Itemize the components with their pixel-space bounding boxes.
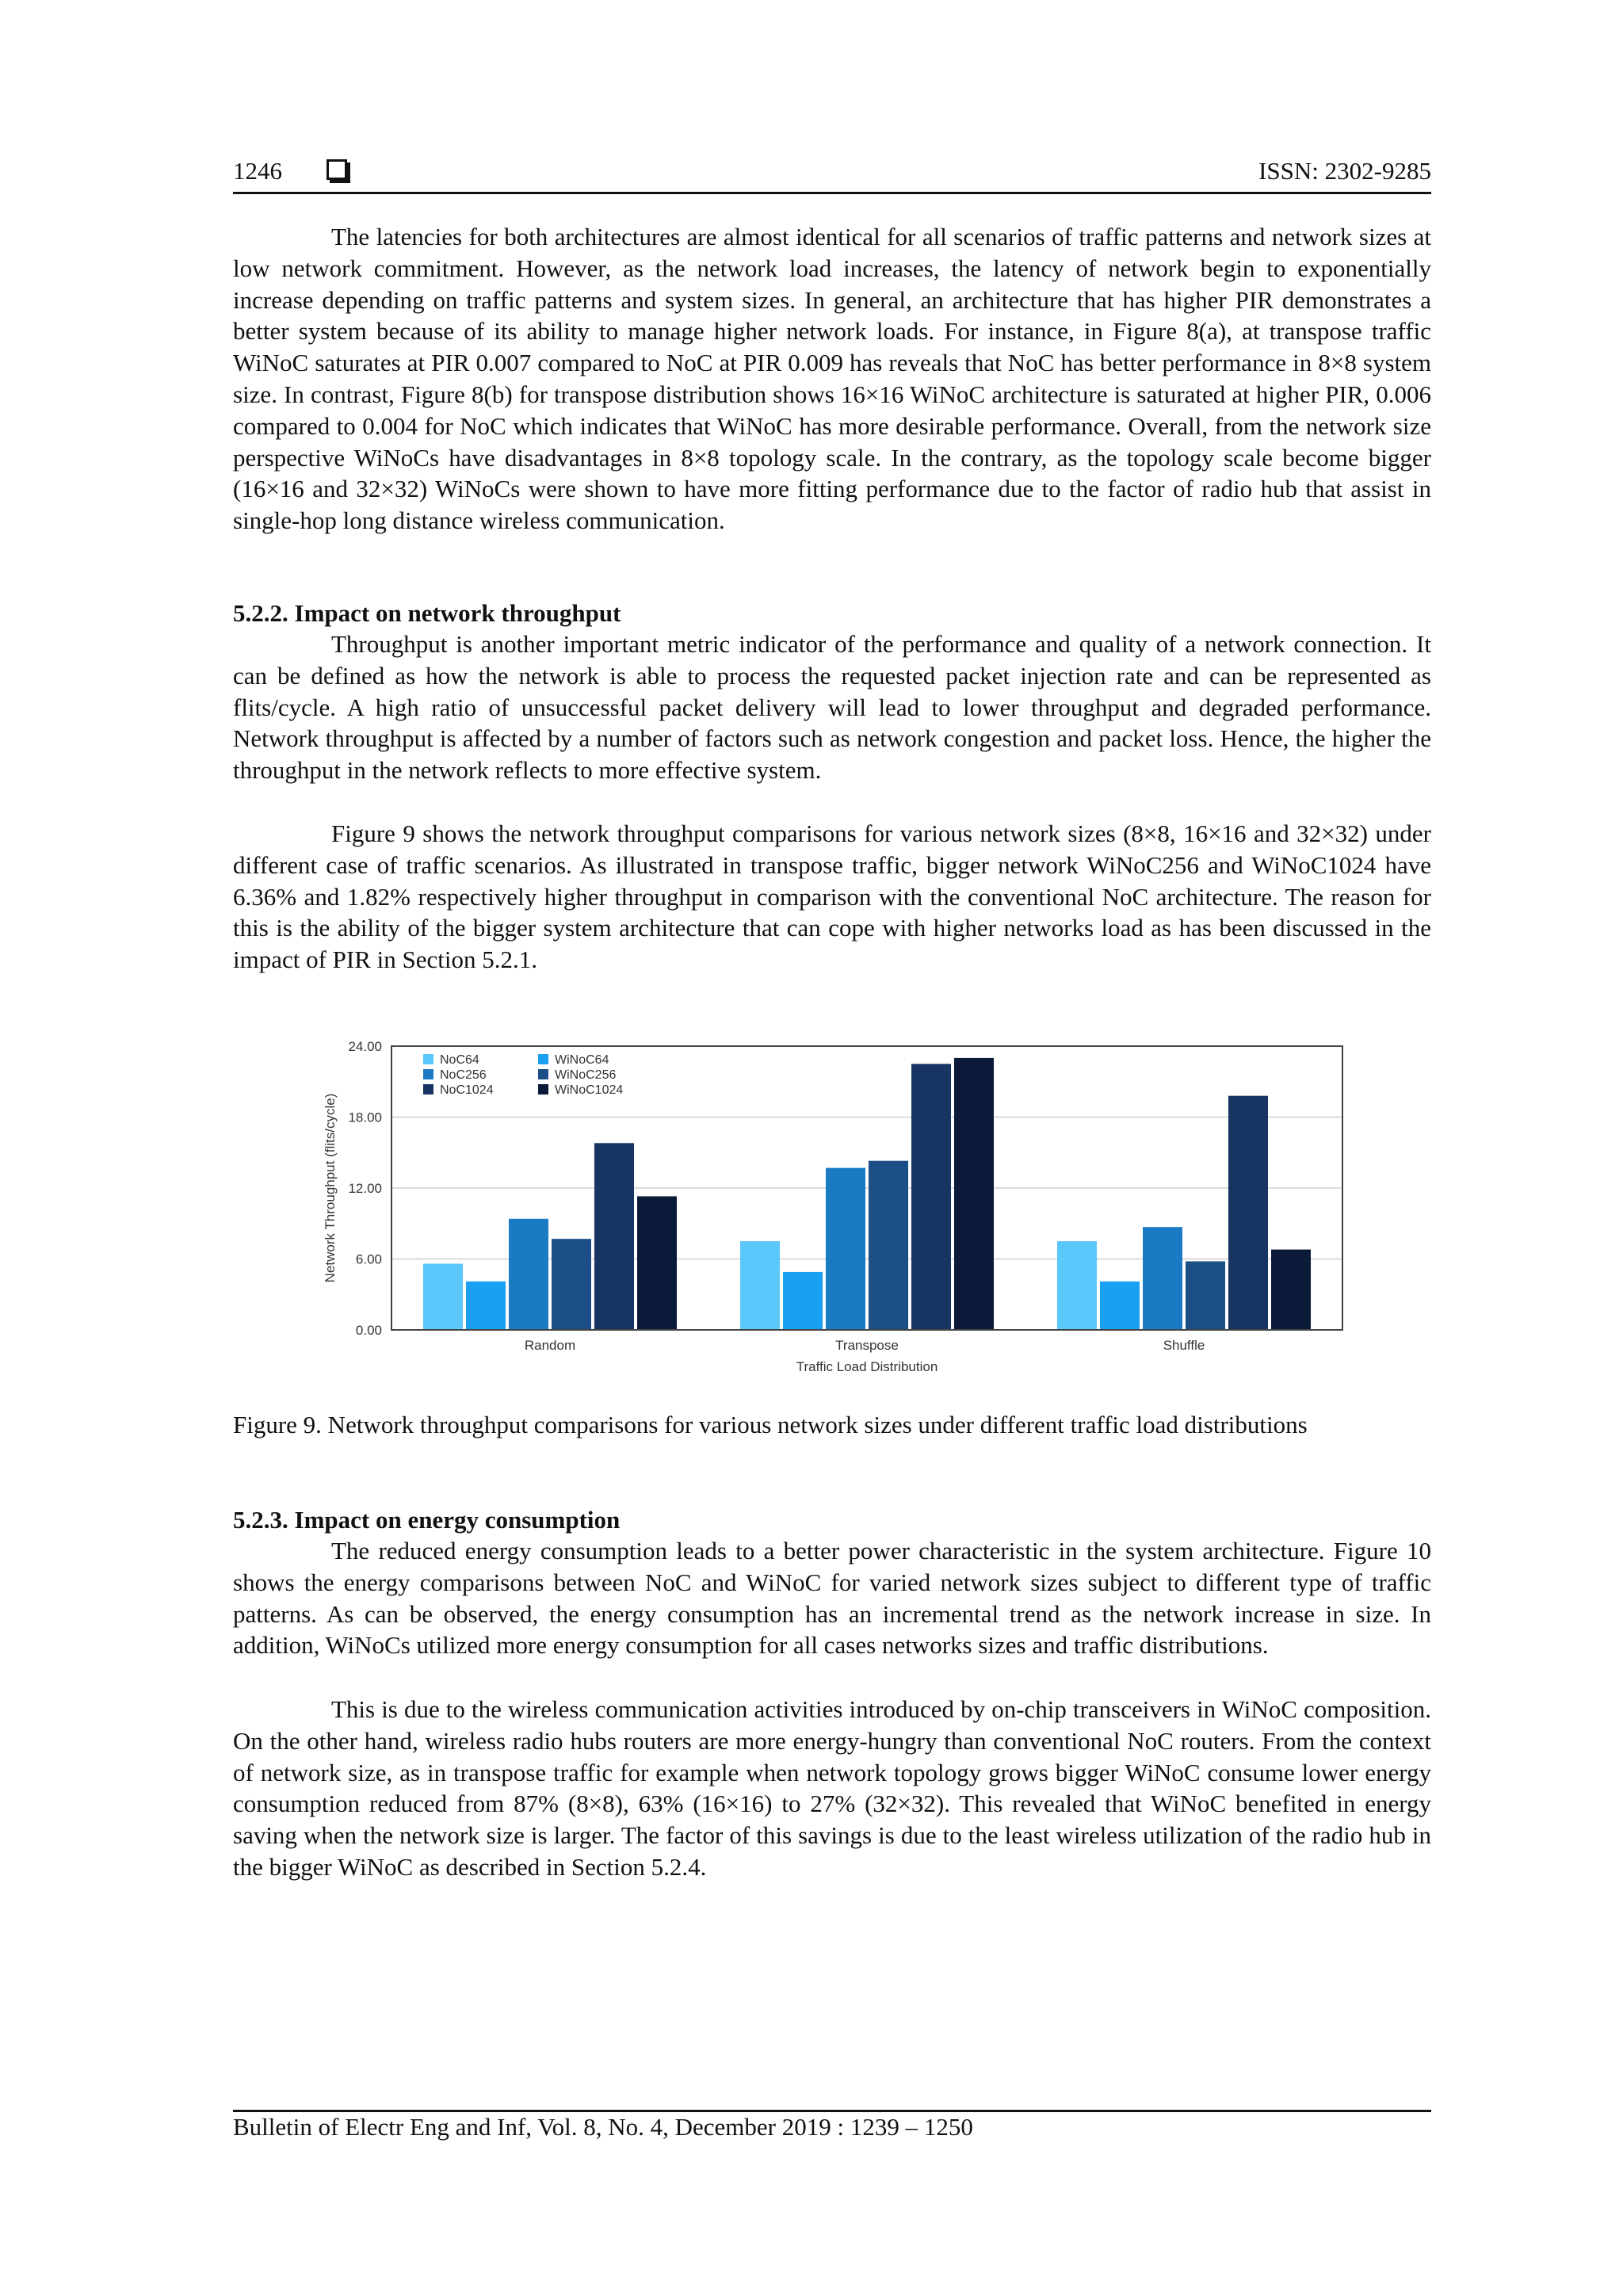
bar-winoc64-transpose xyxy=(783,1272,823,1330)
section-heading-5-2-2: 5.2.2. Impact on network throughput xyxy=(233,599,621,627)
x-tick-label: Shuffle xyxy=(1163,1338,1205,1353)
chart-legend xyxy=(423,1053,623,1097)
bar-noc1024-shuffle xyxy=(1228,1096,1268,1330)
x-tick-label: Random xyxy=(524,1338,576,1353)
footer-citation: Bulletin of Electr Eng and Inf, Vol. 8, No. 4, December 2019 : 1239 – 1250 xyxy=(233,2113,973,2141)
bar-winoc256-shuffle xyxy=(1186,1261,1225,1330)
bar-noc64-transpose xyxy=(740,1241,780,1330)
legend-label: WiNoC256 xyxy=(555,1068,617,1082)
bar-noc1024-transpose xyxy=(911,1064,951,1330)
checkbox-square-icon xyxy=(327,159,347,180)
legend-label: NoC64 xyxy=(440,1053,479,1067)
bar-noc64-random xyxy=(423,1263,463,1330)
bar-noc256-random xyxy=(509,1219,548,1330)
bar-noc1024-random xyxy=(594,1143,634,1330)
bar-winoc1024-random xyxy=(637,1196,677,1330)
throughput-bar-chart xyxy=(312,1030,1358,1387)
y-tick-label: 12.00 xyxy=(348,1181,382,1196)
x-axis-label: Traffic Load Distribution xyxy=(796,1359,938,1374)
x-tick-label: Transpose xyxy=(835,1338,899,1353)
body-paragraph-4: The reduced energy consumption leads to a better power characteristic in the system architecture. Figure 10 shows the energy comparisons between NoC and WiNoC for varied network sizes subject to different type of traffic patterns. As can be observed, the energy consumption has an incremental trend as the network increase in size. In addition, WiNoCs utilized more energy consumption for all cases networks sizes and traffic distributions. xyxy=(233,1537,1431,1660)
y-tick-label: 0.00 xyxy=(355,1323,382,1338)
section-heading-5-2-3: 5.2.3. Impact on energy consumption xyxy=(233,1506,621,1534)
body-paragraph-1: The latencies for both architectures are almost identical for all scenarios of traffic patterns and network sizes at low network commitment. However, as the network load increases, the latency of network begin to exponentially increase depending on traffic patterns and system sizes. In general, an architecture that has higher PIR demonstrates a better system because of its ability to manage higher network loads. For instance, in Figure 8(a), at transpose traffic WiNoC saturates at PIR 0.007 compared to NoC at PIR 0.009 has reveals that NoC has better performance in 8×8 system size. In contrast, Figure 8(b) for transpose distribution shows 16×16 WiNoC architecture is saturated at higher PIR, 0.006 compared to 0.004 for NoC which indicates that WiNoC has more desirable performance. Overall, from the network size perspective WiNoCs have disadvantages in 8×8 topology scale. In the contrary, as the topology scale become bigger (16×16 and 32×32) WiNoCs were shown to have more fitting performance due to the factor of radio hub that assist in single-hop long distance wireless communication. xyxy=(233,223,1431,535)
y-tick-label: 18.00 xyxy=(348,1110,382,1125)
legend-swatch xyxy=(538,1084,548,1095)
chart-x-ticks xyxy=(525,1338,1205,1353)
bar-winoc64-shuffle xyxy=(1100,1282,1140,1330)
bar-winoc256-transpose xyxy=(869,1161,908,1330)
bar-noc256-transpose xyxy=(826,1168,865,1330)
figure-caption: Figure 9. Network throughput comparisons for various network sizes under different traffic load distributions xyxy=(233,1411,1308,1438)
bar-winoc1024-transpose xyxy=(954,1058,994,1330)
legend-swatch xyxy=(538,1054,548,1064)
bar-noc64-shuffle xyxy=(1057,1241,1097,1330)
legend-swatch xyxy=(538,1069,548,1079)
body-paragraph-2: Throughput is another important metric indicator of the performance and quality of a network connection. It can be defined as how the network is able to process the requested packet injection rate and can be represented as flits/cycle. A high ratio of unsuccessful packet delivery will lead to lower throughput and degraded performance. Network throughput is affected by a number of factors such as network congestion and packet loss. Hence, the higher the throughput in the network reflects to more effective system. xyxy=(233,630,1431,785)
legend-swatch xyxy=(423,1054,433,1064)
bar-winoc256-random xyxy=(552,1239,591,1330)
issn-label: ISSN: 2302-9285 xyxy=(1258,157,1431,185)
legend-label: WiNoC1024 xyxy=(555,1083,624,1097)
body-paragraph-5: This is due to the wireless communication activities introduced by on-chip transceivers in WiNoC composition. On the other hand, wireless radio hubs routers are more energy-hungry than conventional NoC routers. From the context of network size, as in transpose traffic for example when network topology grows bigger WiNoC consume lower energy consumption reduced from 87% (8×8), 63% (16×16) to 27% (32×32). This revealed that WiNoC benefited in energy saving when the network size is larger. The factor of this savings is due to the least wireless utilization of the radio hub in the bigger WiNoC as described in Section 5.2.4. xyxy=(233,1695,1431,1881)
legend-swatch xyxy=(423,1084,433,1095)
page-number: 1246 xyxy=(233,157,282,185)
legend-label: WiNoC64 xyxy=(555,1053,609,1067)
bar-winoc1024-shuffle xyxy=(1271,1250,1311,1330)
y-tick-label: 6.00 xyxy=(355,1251,382,1267)
legend-label: NoC256 xyxy=(440,1068,487,1082)
bar-winoc64-random xyxy=(466,1282,506,1330)
y-tick-label: 24.00 xyxy=(348,1039,382,1054)
page-header xyxy=(233,157,1431,194)
footer-rule xyxy=(233,2110,1431,2112)
bar-noc256-shuffle xyxy=(1143,1227,1182,1330)
body-paragraph-3: Figure 9 shows the network throughput comparisons for various network sizes (8×8, 16×16 and 32×32) under different case of traffic scenarios. As illustrated in transpose traffic, bigger network WiNoC256 and WiNoC1024 have 6.36% and 1.82% respectively higher throughput in comparison with the conventional NoC architecture. The reason for this is the ability of the bigger system architecture that can cope with higher networks load as has been discussed in the impact of PIR in Section 5.2.1. xyxy=(233,819,1431,974)
chart-y-ticks xyxy=(348,1039,382,1338)
chart-bars xyxy=(423,1058,1311,1330)
legend-label: NoC1024 xyxy=(440,1083,494,1097)
y-axis-label: Network Throughput (flits/cycle) xyxy=(323,1093,338,1283)
legend-swatch xyxy=(423,1069,433,1079)
